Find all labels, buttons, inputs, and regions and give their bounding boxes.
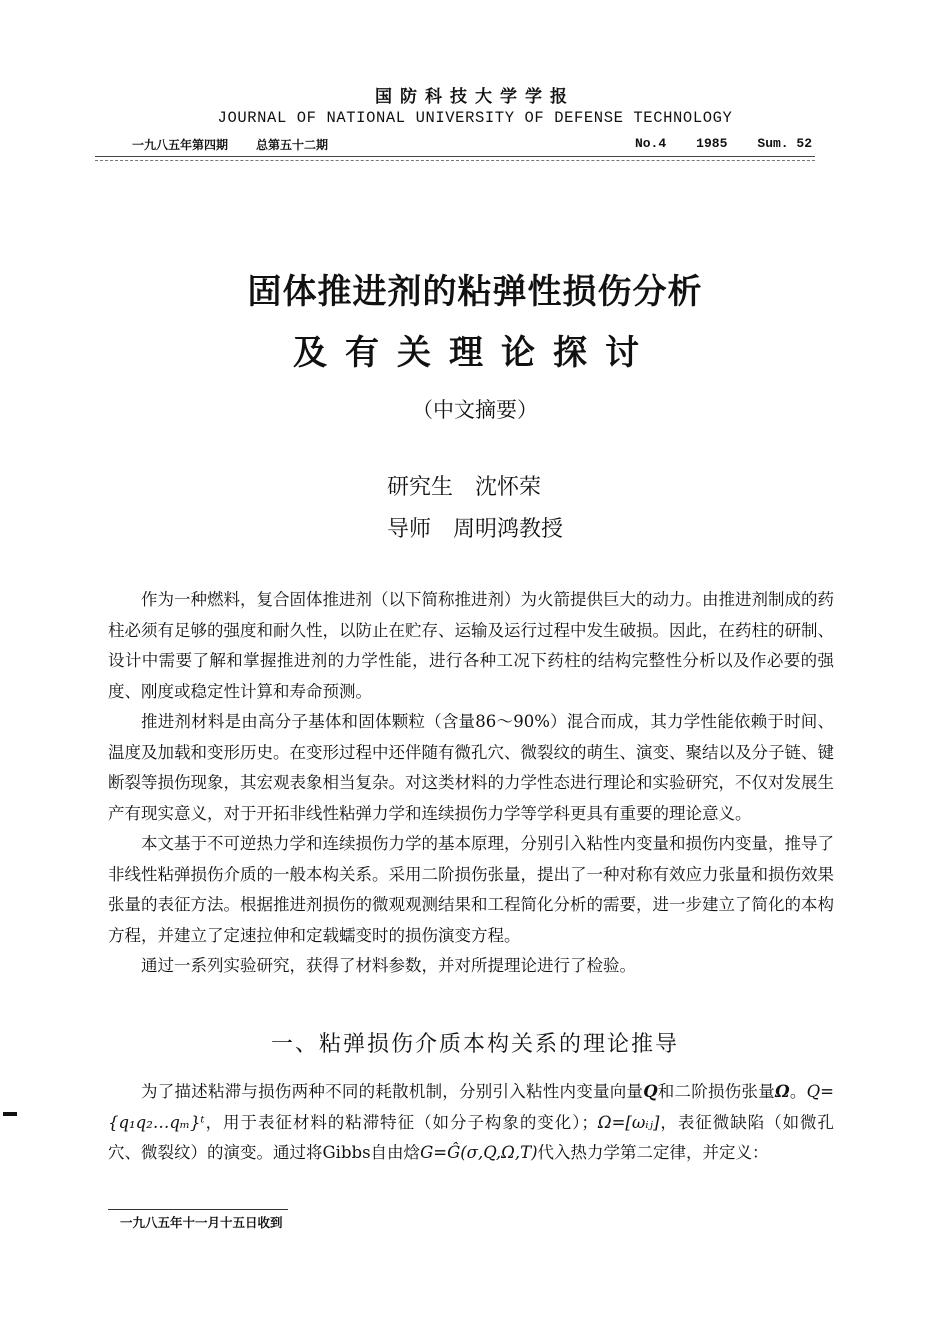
author-name: 沈怀荣	[475, 475, 542, 500]
symbol-omega: Ω	[774, 1082, 790, 1101]
equation-omega: Ω=[ωᵢⱼ]	[597, 1112, 660, 1132]
header-rule-dashed	[95, 160, 815, 161]
advisor-name: 周明鸿教授	[453, 517, 564, 542]
text-run: 。	[789, 1082, 807, 1101]
header-rule	[95, 156, 815, 157]
section-paragraph-1	[108, 1077, 834, 1169]
equation-gibbs: G=Ĝ(σ,Q,Ω,T)	[420, 1143, 538, 1162]
abstract-paragraph-3: 本文基于不可逆热力学和连续损伤力学的基本原理，分别引入粘性内变量和损伤内变量，推导了非线性粘弹损伤介质的一般本构关系。采用二阶损伤张量，提出了一种对称有效应力张量和损伤效果张量的表征方法。根据推进剂损伤的微观观测结果和工程简化分析的需要，进一步建立了简化的本构方程，并建立了定速拉伸和定载蠕变时的损伤演变方程。	[108, 834, 834, 945]
text-run: 为了描述粘滞与损伤两种不同的耗散机制，分别引入粘性内变量向量	[141, 1082, 644, 1101]
advisor-line	[387, 512, 563, 543]
text-run: ，表征微缺陷（如微孔穴、微裂纹）的演变。通过将Gibbs自由焓	[108, 1112, 835, 1162]
issue-cn: 一九八五年第四期	[132, 138, 229, 152]
advisor-role: 导师	[387, 517, 432, 542]
equation-q: Q={q₁q₂…qₘ}ᵗ	[108, 1082, 835, 1132]
issue-year: 1985	[696, 136, 728, 151]
symbol-q: Q	[643, 1082, 658, 1101]
section-body	[108, 1077, 834, 1169]
author-role: 研究生	[387, 475, 454, 500]
abstract-paragraph-4: 通过一系列实验研究，获得了材料参数，并对所提理论进行了检验。	[141, 956, 636, 975]
paper-subtitle: （中文摘要）	[412, 398, 538, 422]
abstract-paragraph-1: 作为一种燃料，复合固体推进剂（以下简称推进剂）为火箭提供巨大的动力。由推进剂制成的药柱必须有足够的强度和耐久性，以防止在贮存、运输及运行过程中发生破损。因此，在药柱的研制、设计中需要了解和掌握推进剂的力学性能，进行各种工况下药柱的结构完整性分析以及作必要的强度、刚度或稳定性计算和寿命预测。	[108, 590, 834, 701]
paper-title-line1: 固体推进剂的粘弹性损伤分析	[247, 272, 703, 312]
footnote-received: 一九八五年十一月十五日收到	[120, 1215, 283, 1230]
journal-title-cn: 国防科技大学学报	[375, 87, 575, 107]
issue-info	[132, 136, 812, 154]
issue-no: No.4	[634, 136, 667, 151]
text-run: 和二阶损伤张量	[657, 1082, 775, 1101]
section-heading: 一、粘弹损伤介质本构关系的理论推导	[270, 1032, 679, 1057]
text-run: ，用于表征材料的粘滞特征（如分子构象的变化）；	[204, 1112, 598, 1132]
abstract-body	[108, 585, 834, 982]
abstract-paragraph-2: 推进剂材料是由高分子基体和固体颗粒（含量86～90%）混合而成，其力学性能依赖于时间、温度及加载和变形历史。在变形过程中还伴随有微孔穴、微裂纹的萌生、演变、聚结以及分子链、键断裂等损伤现象，其宏观表象相当复杂。对这类材料的力学性态进行理论和实验研究，不仅对发展生产有现实意义，对于开拓非线性粘弹力学和连续损伤力学等学科更具有重要的理论意义。	[108, 712, 834, 823]
author-line	[387, 470, 541, 501]
margin-mark	[3, 1112, 17, 1116]
journal-title-en: JOURNAL OF NATIONAL UNIVERSITY OF DEFENSE TECHNOLOGY	[217, 109, 733, 127]
total-issue-cn: 总第五十二期	[256, 138, 329, 152]
footnote-rule	[108, 1209, 288, 1210]
text-run: 代入热力学第二定律，并定义：	[537, 1143, 769, 1162]
paper-title-line2: 及有关理论探讨	[293, 333, 657, 373]
issue-info-cn	[132, 136, 328, 153]
issue-info-en	[635, 136, 812, 151]
issue-sum: Sum. 52	[757, 136, 812, 151]
